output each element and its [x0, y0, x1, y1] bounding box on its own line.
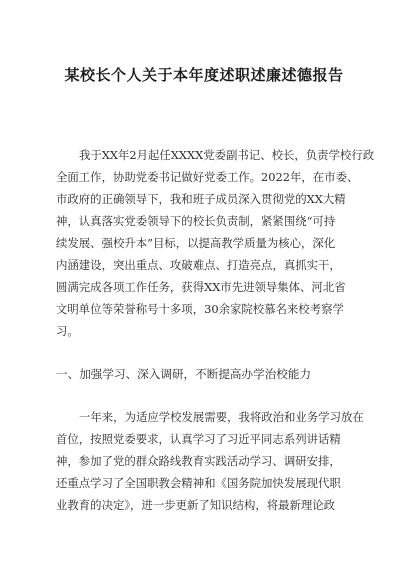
paragraph-1-line-1: 我于XX年2月起任XXXX党委副书记、校长，负责学校行政: [79, 148, 375, 162]
paragraph-1-line-6: 内涵建设，突出重点、攻破难点、打造亮点，真抓实干，: [56, 258, 341, 272]
paragraph-1-line-3: 市政府的正确领导下，我和班子成员深入贯彻党的XX大精: [56, 192, 346, 206]
paragraph-1-line-7: 圆满完成各项工作任务，获得XX市先进领导集体、河北省: [56, 280, 346, 294]
section-1-heading: 一、加强学习、深入调研，不断提高办学治校能力: [56, 367, 312, 381]
document-title: 某校长个人关于本年度述职述廉述德报告: [64, 66, 344, 84]
paragraph-1-line-4: 神，认真落实党委领导下的校长负责制，紧紧围绕“可持: [56, 214, 336, 228]
paragraph-1-line-2: 全面工作，协助党委书记做好党委工作。2022年，在市委、: [56, 170, 359, 184]
paragraph-2-line-2: 首位，按照党委要求，认真学习了习近平同志系列讲话精: [56, 432, 341, 446]
paragraph-1-line-5: 续发展、强校升本”目标，以提高教学质量为核心，深化: [56, 236, 336, 250]
paragraph-1-line-9: 习。: [56, 324, 79, 338]
paragraph-2-line-1: 一年来，为适应学校发展需要，我将政治和业务学习放在: [79, 410, 364, 424]
paragraph-2-line-3: 神，参加了党的群众路线教育实践活动学习、调研安排，: [56, 454, 341, 468]
paragraph-2-line-4: 还重点学习了全国职教会精神和《国务院加快发展现代职: [56, 476, 341, 490]
paragraph-1-line-8: 文明单位等荣誉称号十多项，30余家院校慕名来校考察学: [56, 302, 344, 316]
paragraph-2-line-5: 业教育的决定》，进一步更新了知识结构，将最新理论政: [56, 498, 336, 512]
